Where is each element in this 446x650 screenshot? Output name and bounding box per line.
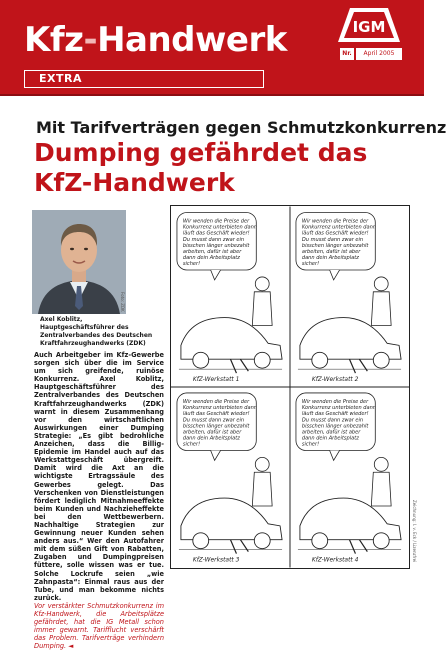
cartoon-panel-2 <box>296 212 401 383</box>
cartoon-panel-3 <box>177 393 282 564</box>
speech-line: Du musst dann zwar ein <box>182 237 245 244</box>
svg-text:Wir wenden die Preise der: Wir wenden die Preise der Konkurrenz unterbieten dann läuft das Geschäft wieder! Du musst dann zwar ein bisschen länger unbezahlt arbeiten, dafür ist aber dann dein Arbeitsplatz sicher! <box>301 218 376 268</box>
photo-caption <box>40 316 158 348</box>
caption-name: Axel Koblitz, <box>40 316 83 323</box>
extra-label-box <box>24 70 264 88</box>
cartoon-drawing <box>171 206 409 568</box>
speech-line: Konkurrenz unterbieten dann <box>182 224 257 231</box>
caption-text: Hauptgeschäftsführer des Zentralverbandes des Deutschen Kraftfahrzeughandwerks (ZDK) <box>40 324 153 347</box>
panel-label: KfZ-Werkstatt 3 <box>192 556 240 564</box>
portrait-photo <box>32 210 126 314</box>
article-kicker: Mit Tarifverträgen gegen Schmutzkonkurrenz <box>36 118 446 137</box>
speech-line: dann dein Arbeitsplatz <box>182 255 240 262</box>
panel-label: KfZ-Werkstatt 1 <box>192 376 240 384</box>
svg-text:Wir wenden die Preise der: Wir wenden die Preise der Konkurrenz unterbieten dann läuft das Geschäft wieder! Du musst dann zwar ein bisschen länger unbezahlt arbeiten, dafür ist aber dann dein Arbeitsplatz sicher! <box>301 398 376 448</box>
issue-badge <box>340 48 410 69</box>
panel-label: KfZ-Werkstatt 2 <box>311 376 359 384</box>
ig-metall-logo-icon <box>336 6 402 44</box>
speech-line: läuft das Geschäft wieder! <box>182 230 250 237</box>
speech-line: Wir wenden die Preise der <box>182 218 250 225</box>
publication-title: Kfz-Handwerk <box>24 20 287 60</box>
article-body <box>34 351 164 650</box>
svg-text:IGM: IGM <box>352 18 386 36</box>
cartoon-panel-1 <box>177 212 282 383</box>
speech-line: arbeiten, dafür ist aber <box>182 249 242 256</box>
cartoon-panel-4 <box>296 393 401 564</box>
cartoon-credit: Zeichnung: I. v. Eck / Lizenzfrei <box>412 500 417 563</box>
masthead-band <box>0 0 424 94</box>
article-headline: Dumping gefährdet das KfZ-Handwerk <box>34 138 368 197</box>
issue-number: Nr. 1 <box>340 48 354 60</box>
extra-label: EXTRA <box>39 72 82 85</box>
header-rule <box>0 94 424 96</box>
photo-credit: Foto: ZDK <box>120 292 125 312</box>
closing-statement: Vor verstärkter Schmutzkonkurrenz im Kfz-Handwerk, die Arbeitsplätze gefährdet, hat die IG Metall schon immer gewarnt. Tarifflucht verschärft das Problem. Tarifverträge verhindern Dumping. ◄ <box>34 601 164 650</box>
svg-text:Wir wenden die Preise der: Wir wenden die Preise der Konkurrenz unterbieten dann läuft das Geschäft wieder! Du musst dann zwar ein bisschen länger unbezahlt arbeiten, dafür ist aber dann dein Arbeitsplatz sicher! <box>182 398 257 448</box>
cartoon-strip <box>170 205 410 569</box>
speech-line: sicher! <box>182 261 201 268</box>
body-paragraph: Auch Arbeitgeber im Kfz-Gewerbe sorgen sich über die im Service um sich greifende, ruinöse Konkurrenz. Axel Koblitz, Hauptgeschäftsführer des Zentralverbandes des Deutschen Kraftfahrzeughandwerks (ZDK) warnt in diesem Zusammenhang vor den wirtschaftlichen Auswirkungen einer Dumping Strategie: „Es gibt bedrohliche Anzeichen, dass die Billig-Epidemie im Handel auch auf das Werkstattgeschäft übergreift. Damit wird die Axt an die wichtigste Ertragssäule des Gewerbes gelegt. Das Verschenken von Dienstleistungen fördert lediglich Mitnahmeeffekte beim Kunden und Nachzieheffekte bei den Wettbewerbern. Nachhaltige Strategien zur Gewinnung neuer Kunden sehen anders aus.“ Wer den Autofahrer mit dem süßen Gift von Rabatten, Zugaben und Dumpingpreisen füttere, solle wissen was er tue. Solche Lockrufe seien „wie Zahnpasta“: Einmal raus aus der Tube, und man bekomme nichts zurück. <box>34 351 164 602</box>
portrait-illustration <box>32 210 126 314</box>
panel-label: KfZ-Werkstatt 4 <box>311 556 359 564</box>
issue-date: April 2005 <box>356 48 402 60</box>
speech-line: bisschen länger unbezahlt <box>182 243 250 250</box>
